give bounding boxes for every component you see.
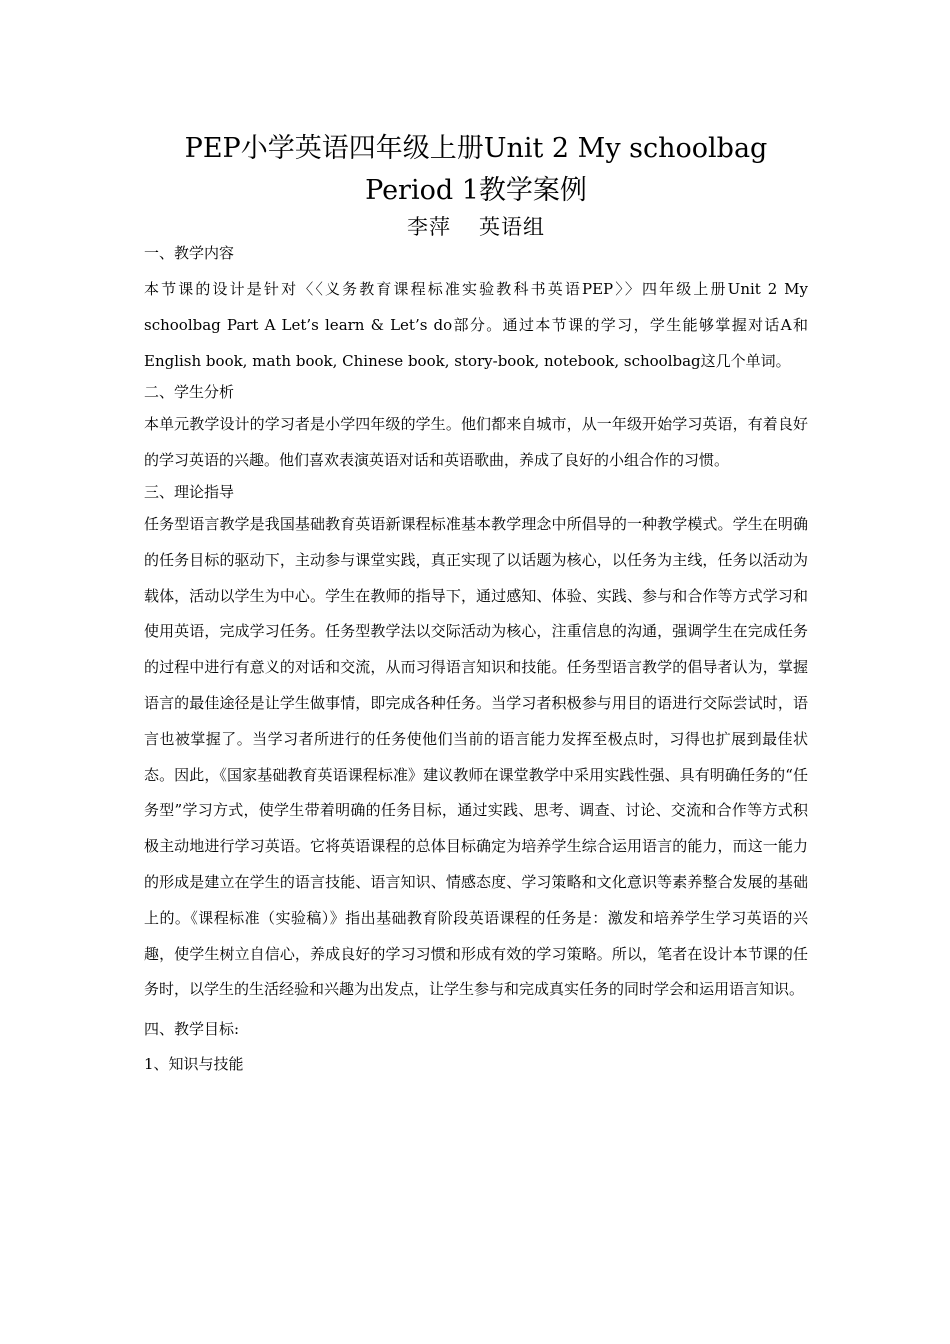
page-title: PEP小学英语四年级上册Unit 2 My schoolbag Period 1教学案例: [184, 133, 768, 206]
author-group: 英语组: [479, 215, 545, 239]
author-line: [144, 212, 808, 242]
subsection-heading: 1、知识与技能: [144, 1055, 244, 1074]
section-teaching-objectives: [144, 1012, 808, 1082]
section-paragraph: 本单元教学设计的学习者是小学四年级的学生。他们都来自城市，从一年级开始学习英语，有着良好的学习英语的兴趣。他们喜欢表演英语对话和英语歌曲，养成了良好的小组合作的习惯。: [144, 415, 808, 470]
document-content: [144, 128, 808, 1082]
section-heading: 二、学生分析: [144, 383, 235, 402]
section-paragraph: 任务型语言教学是我国基础教育英语新课程标准基本教学理念中所倡导的一种教学模式。学生在明确的任务目标的驱动下，主动参与课堂实践，真正实现了以话题为核心，以任务为主线，任务以活动为载体，活动以学生为中心。学生在教师的指导下，通过感知、体验、实践、参与和合作等方式学习和使用英语，完成学习任务。任务型教学法以交际活动为核心，注重信息的沟通，强调学生在完成任务的过程中进行有意义的对话和交流，从而习得语言知识和技能。任务型语言教学的倡导者认为，掌握语言的最佳途径是让学生做事情，即完成各种任务。当学习者积极参与用目的语进行交际尝试时，语言也被掌握了。当学习者所进行的任务使他们当前的语言能力发挥至极点时，习得也扩展到最佳状态。因此，《国家基础教育英语课程标准》建议教师在课堂教学中采用实践性强、具有明确任务的“任务型”学习方式，使学生带着明确的任务目标，通过实践、思考、调查、讨论、交流和合作等方式积极主动地进行学习英语。它将英语课程的总体目标确定为培养学生综合运用语言的能力，而这一能力的形成是建立在学生的语言技能、语言知识、情感态度、学习策略和文化意识等素养整合发展的基础上的。《课程标准（实验稿）》指出基础教育阶段英语课程的任务是：激发和培养学生学习英语的兴趣，使学生树立自信心，养成良好的学习习惯和形成有效的学习策略。所以，笔者在设计本节课的任务时，以学生的生活经验和兴趣为出发点，让学生参与和完成真实任务的同时学会和运用语言知识。: [144, 514, 808, 999]
section-heading: 四、教学目标:: [144, 1020, 240, 1039]
section-heading: 三、理论指导: [144, 482, 235, 501]
section-teaching-content: [144, 240, 808, 379]
author-name: 李萍: [407, 215, 451, 239]
section-student-analysis: [144, 379, 808, 479]
section-theory-guidance: [144, 479, 808, 1008]
section-paragraph: 本节课的设计是针对〈〈义务教育课程标准实验教科书英语PEP〉〉四年级上册Unit 2 My schoolbag Part A Let’s learn & Let’s do部分。通过本节课的学习，学生能够掌握对话A和English book, math book, Chinese book, story-book, notebook, schoolbag这几个单词。: [144, 280, 808, 370]
section-heading: 一、教学内容: [144, 244, 235, 262]
